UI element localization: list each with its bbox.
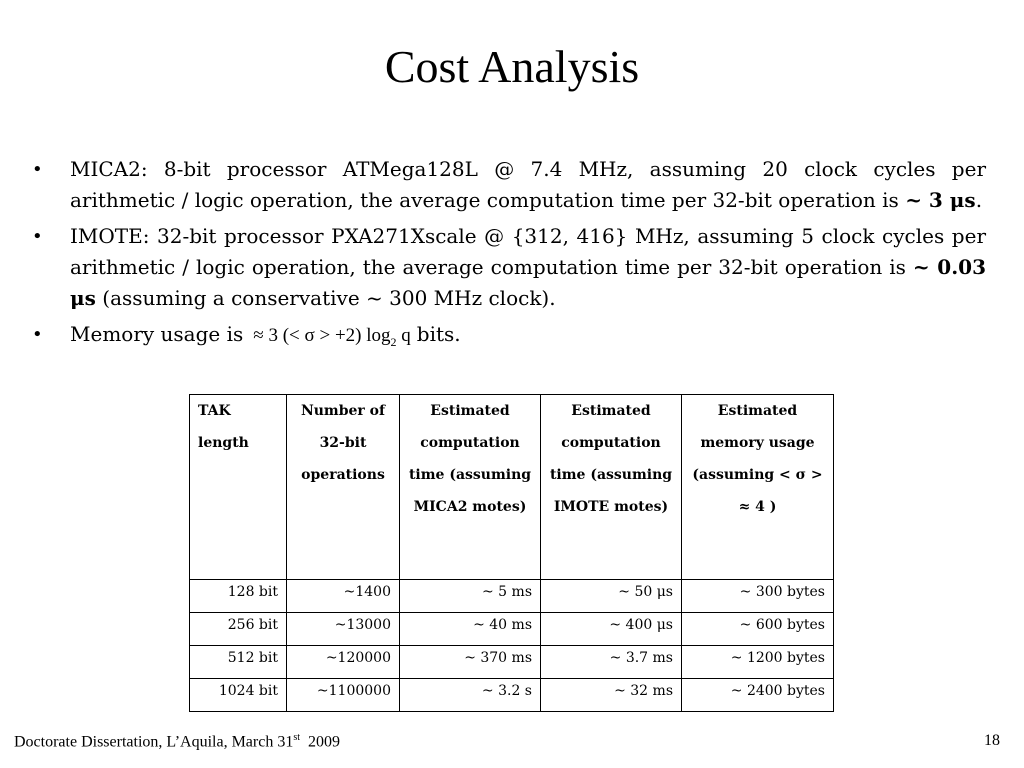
bullet-text-end: . xyxy=(975,188,983,212)
bullet-text-end: bits. xyxy=(416,322,461,346)
table-row xyxy=(190,580,834,613)
cell-time-mica2: ~ 5 ms xyxy=(400,580,541,613)
bullet-text: IMOTE: 32-bit processor PXA271Xscale @ {312, 416} MHz, assuming 5 clock cycles per arithmetic / logic operation, the average computation time per 32-bit operation is xyxy=(70,224,986,279)
cell-memory: ~ 300 bytes xyxy=(682,580,834,613)
table-header-row xyxy=(190,395,834,580)
bullet-bold-value: ~ 3 μs xyxy=(905,188,976,212)
cell-num-operations: ~1400 xyxy=(287,580,400,613)
footer-text xyxy=(14,732,340,751)
page-number: 18 xyxy=(984,732,1000,749)
slide-title: Cost Analysis xyxy=(384,41,640,92)
cell-time-imote: ~ 32 ms xyxy=(541,679,682,712)
bullet-dot-icon: • xyxy=(32,324,43,345)
footer-superscript: st xyxy=(293,732,301,743)
cell-tak-length: 512 bit xyxy=(190,646,287,679)
table-row xyxy=(190,679,834,712)
cell-memory: ~ 1200 bytes xyxy=(682,646,834,679)
footer-main: Doctorate Dissertation, L’Aquila, March 31 xyxy=(14,733,294,751)
cell-tak-length: 1024 bit xyxy=(190,679,287,712)
cell-num-operations: ~120000 xyxy=(287,646,400,679)
footer-year: 2009 xyxy=(300,733,341,751)
header-time-mica2: Estimated computation time (assuming MICA2 motes) xyxy=(400,395,541,580)
memory-formula xyxy=(253,325,411,349)
cell-time-imote: ~ 3.7 ms xyxy=(541,646,682,679)
bullet-text-end: (assuming a conservative ~ 300 MHz clock). xyxy=(95,286,556,310)
table-row xyxy=(190,646,834,679)
cell-tak-length: 128 bit xyxy=(190,580,287,613)
bullet-text: MICA2: 8-bit processor ATMega128L @ 7.4 MHz, assuming 20 clock cycles per arithmetic / logic operation, the average computation time per 32-bit operation is xyxy=(70,157,986,212)
bullet-dot-icon: • xyxy=(32,159,43,180)
bullet-text: Memory usage is xyxy=(70,322,244,346)
table-row xyxy=(190,613,834,646)
cell-time-mica2: ~ 3.2 s xyxy=(400,679,541,712)
cell-time-mica2: ~ 40 ms xyxy=(400,613,541,646)
bullet-dot-icon: • xyxy=(32,226,43,247)
bullet-memory xyxy=(28,319,986,358)
cost-table xyxy=(189,394,834,712)
bullet-bold-value: ~ 0.03 μs xyxy=(70,255,986,310)
formula-subscript: 2 xyxy=(390,334,397,349)
cell-time-imote: ~ 50 μs xyxy=(541,580,682,613)
header-memory-usage: Estimated memory usage (assuming < σ > ≈ 4 ) xyxy=(682,395,834,580)
header-tak-length: TAK length xyxy=(190,395,287,580)
header-num-operations: Number of 32-bit operations xyxy=(287,395,400,580)
formula-main: ≈ 3 (< σ > +2) log xyxy=(253,325,391,346)
cell-memory: ~ 600 bytes xyxy=(682,613,834,646)
formula-end: q xyxy=(396,325,411,346)
cell-time-mica2: ~ 370 ms xyxy=(400,646,541,679)
bullet-imote xyxy=(28,221,986,314)
cell-num-operations: ~1100000 xyxy=(287,679,400,712)
cell-num-operations: ~13000 xyxy=(287,613,400,646)
header-time-imote: Estimated computation time (assuming IMOTE motes) xyxy=(541,395,682,580)
cell-memory: ~ 2400 bytes xyxy=(682,679,834,712)
cell-time-imote: ~ 400 μs xyxy=(541,613,682,646)
cell-tak-length: 256 bit xyxy=(190,613,287,646)
bullet-list xyxy=(28,154,986,363)
bullet-mica2 xyxy=(28,154,986,216)
